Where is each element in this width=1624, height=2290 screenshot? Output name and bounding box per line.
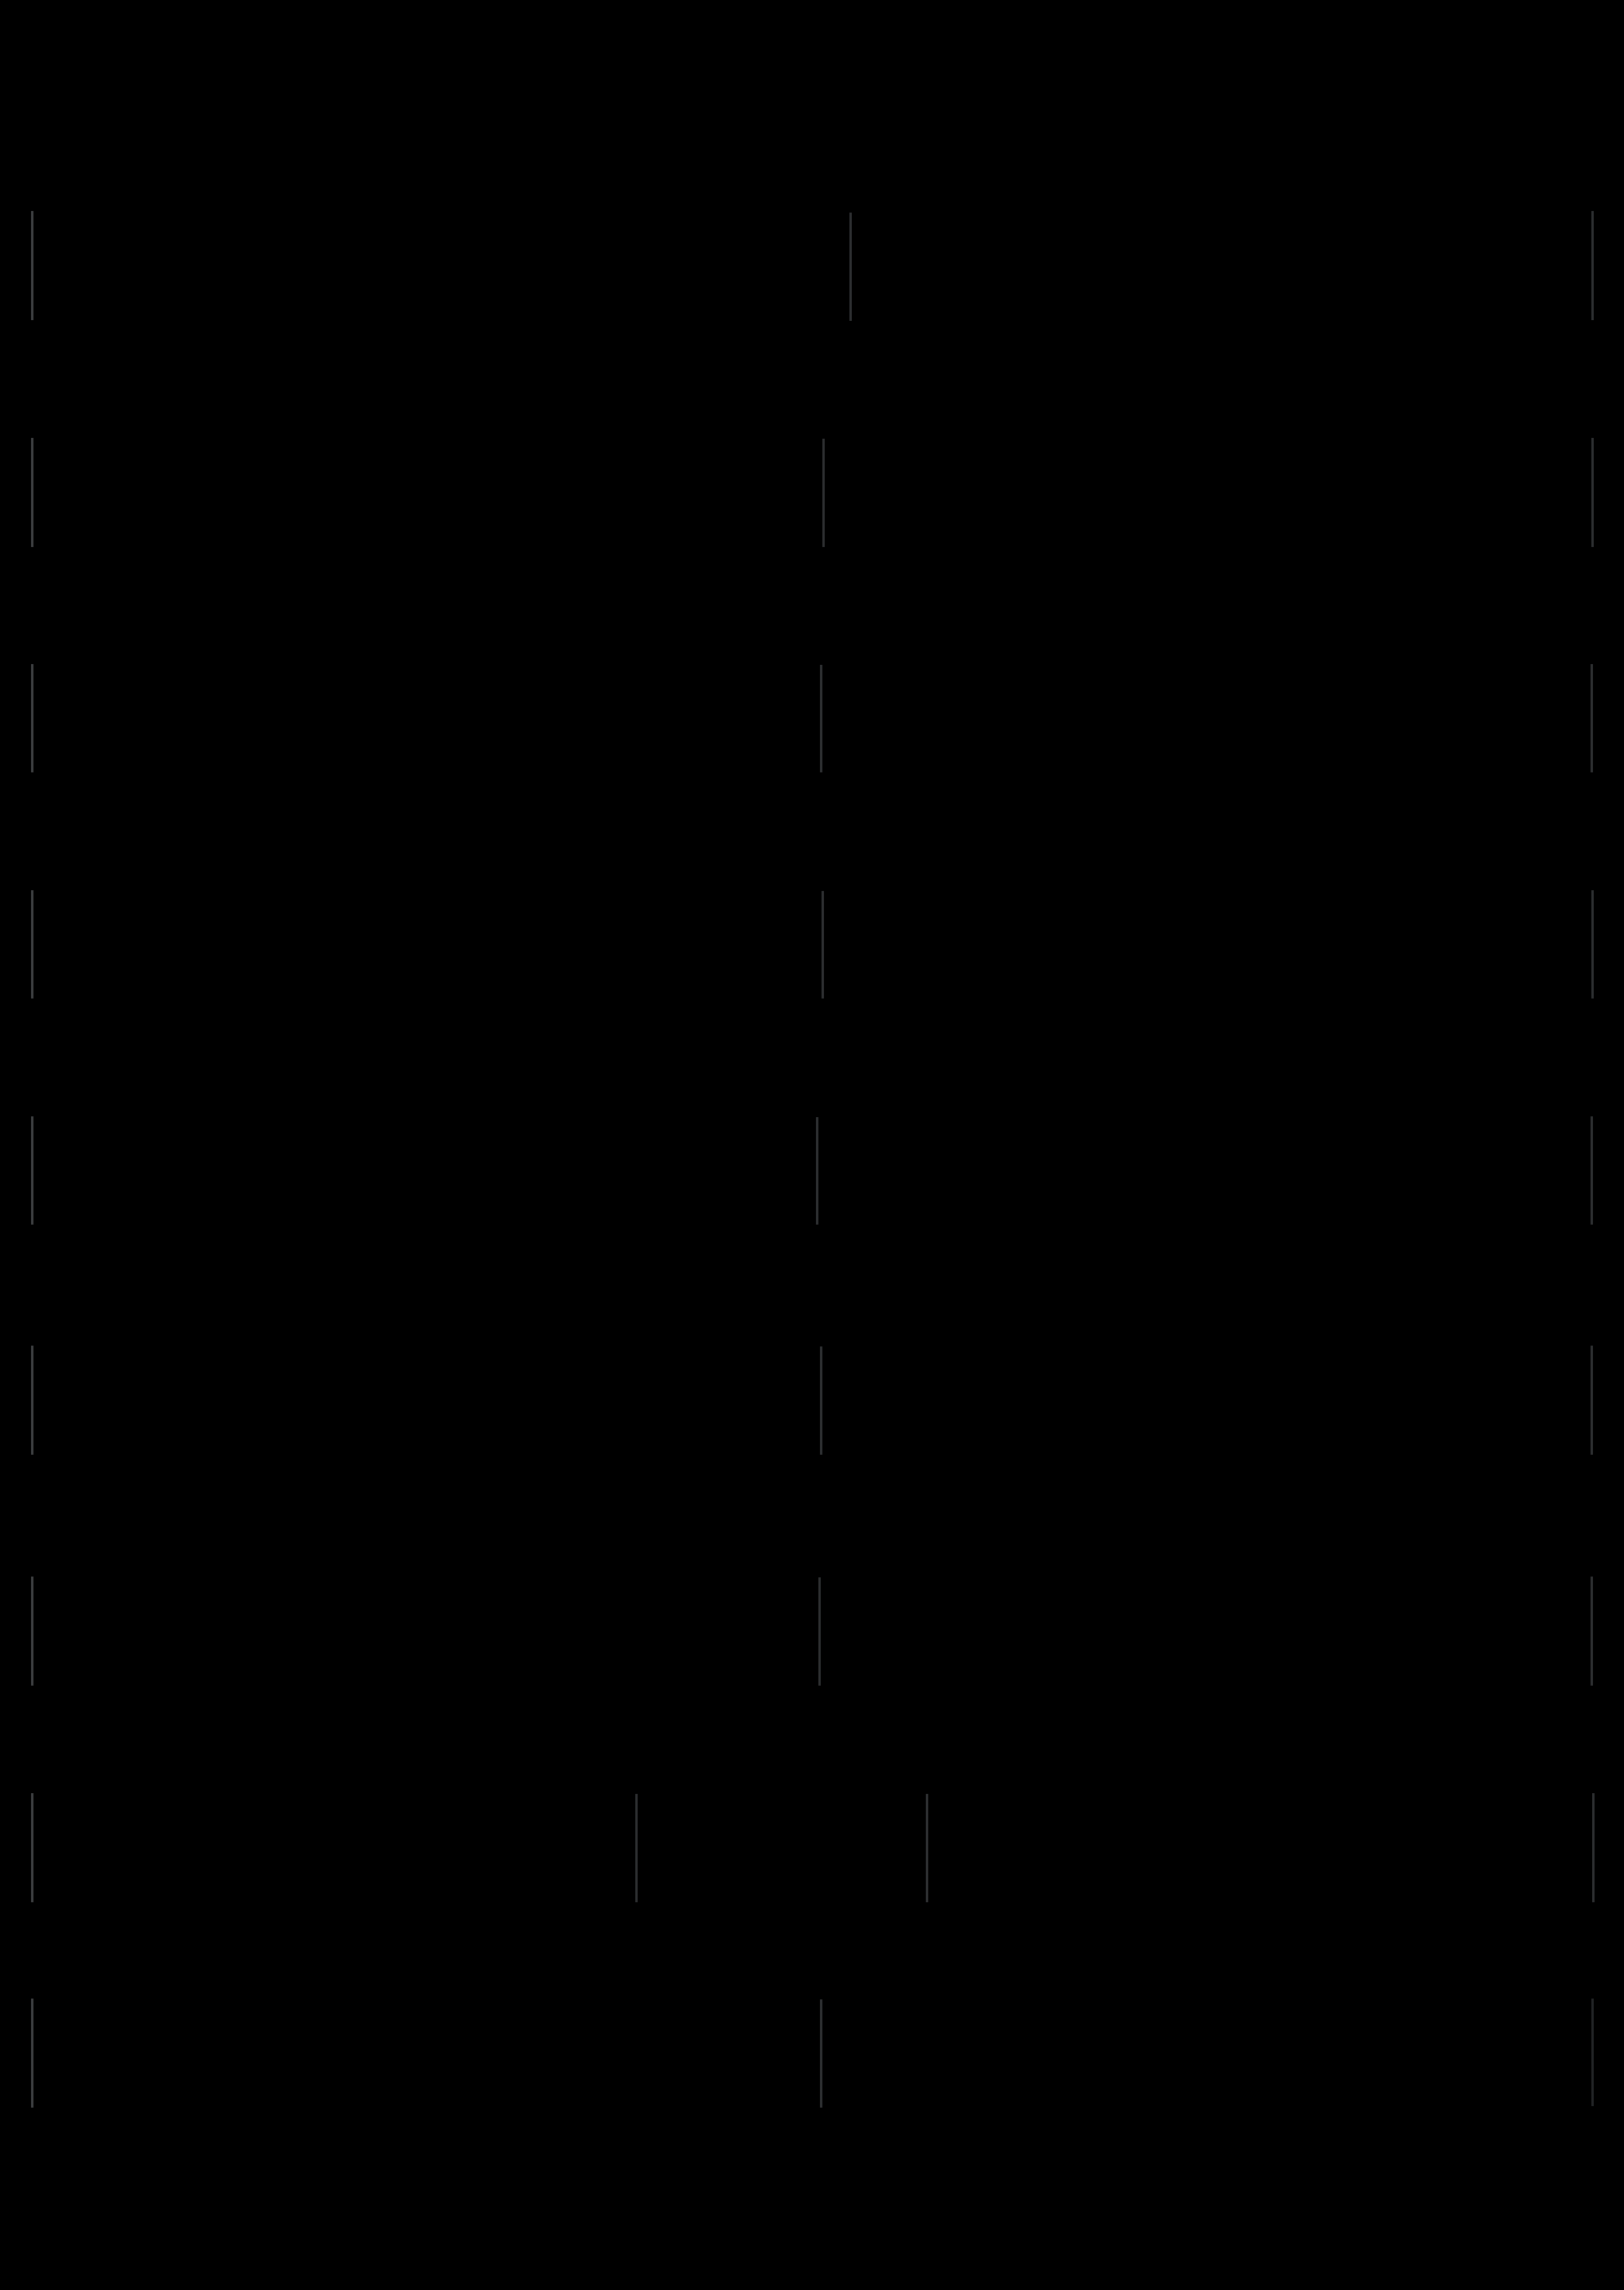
vertical-line	[820, 665, 822, 772]
vertical-line	[31, 1346, 33, 1455]
vertical-line	[1591, 211, 1594, 320]
vertical-line	[926, 1794, 928, 1902]
vertical-line	[1591, 438, 1594, 547]
vertical-line	[822, 891, 824, 998]
vertical-line	[31, 438, 33, 547]
vertical-line	[31, 1116, 33, 1225]
vertical-line	[1591, 1577, 1593, 1686]
vertical-line	[31, 664, 33, 772]
vertical-line	[1591, 890, 1594, 998]
vertical-line	[31, 1999, 33, 2108]
vertical-line	[1591, 1346, 1593, 1455]
vertical-line	[849, 213, 852, 321]
vertical-line	[816, 1117, 818, 1225]
vertical-line	[1592, 1793, 1595, 1902]
vertical-line	[31, 1577, 33, 1686]
vertical-line	[822, 439, 825, 547]
vertical-line	[818, 1577, 821, 1686]
vertical-line	[1591, 1999, 1594, 2106]
vertical-line	[31, 890, 33, 998]
vertical-line	[820, 1346, 822, 1455]
vertical-line	[1591, 664, 1593, 772]
vertical-line	[820, 1999, 822, 2108]
vertical-line	[635, 1794, 638, 1902]
vertical-line	[1591, 1116, 1593, 1225]
vertical-line	[31, 1793, 33, 1902]
vertical-line	[31, 211, 33, 320]
